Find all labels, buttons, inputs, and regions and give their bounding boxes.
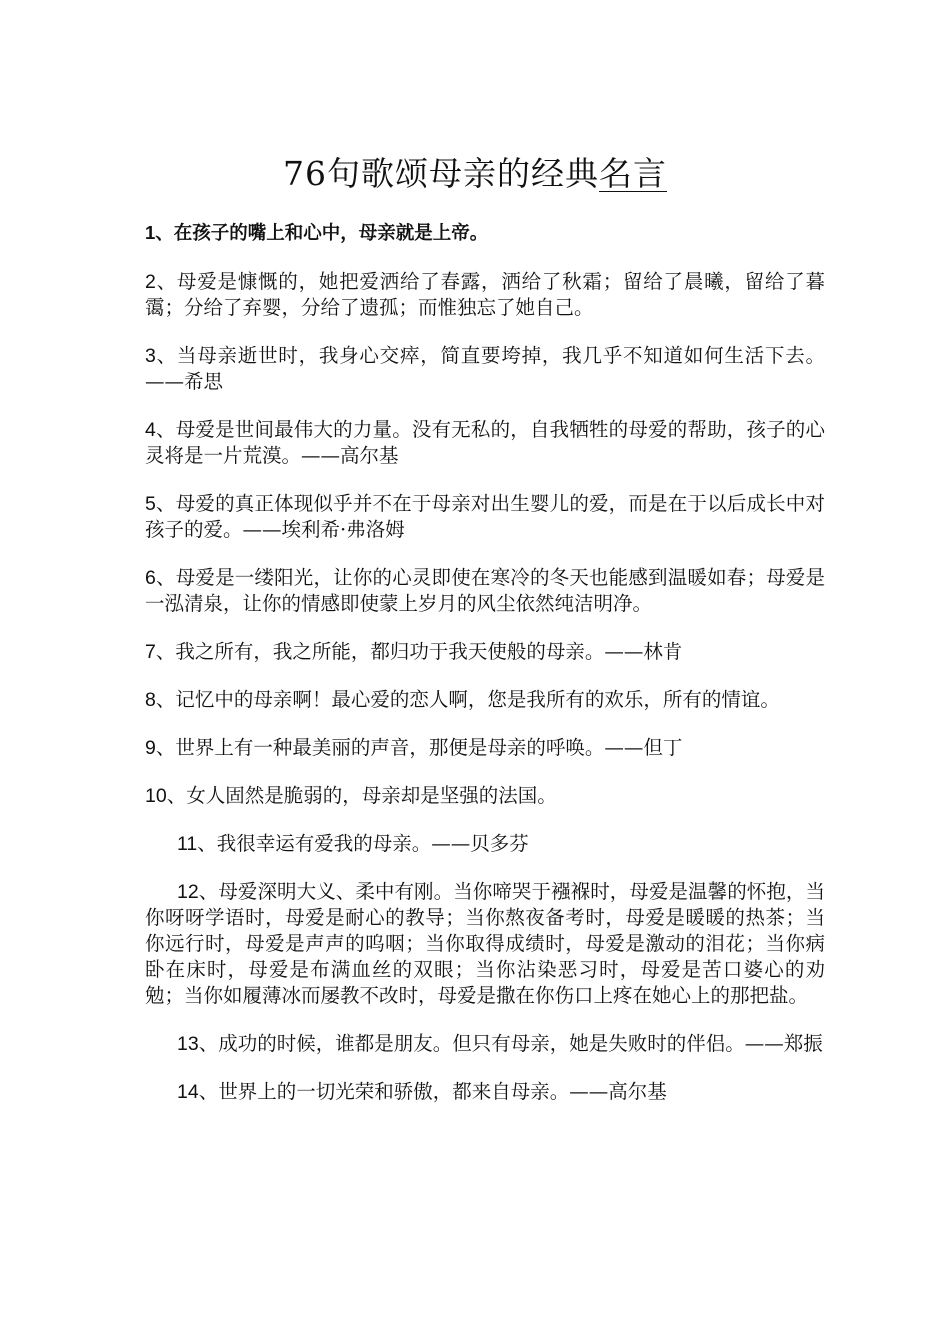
quote-number: 5 bbox=[145, 493, 156, 515]
quote-text: 、世界上的一切光荣和骄傲，都来自母亲。——高尔基 bbox=[198, 1080, 667, 1103]
quote-item bbox=[145, 220, 825, 247]
quote-item bbox=[145, 491, 825, 543]
quote-item bbox=[145, 565, 825, 617]
quote-item bbox=[145, 1031, 825, 1057]
quote-text: 、我很幸运有爱我的母亲。——贝多芬 bbox=[197, 832, 529, 855]
quote-text: 、记忆中的母亲啊！最心爱的恋人啊，您是我所有的欢乐，所有的情谊。 bbox=[155, 688, 780, 711]
quote-number: 12 bbox=[177, 881, 199, 903]
quote-number: 6 bbox=[145, 567, 156, 589]
quote-item bbox=[145, 783, 825, 809]
quote-text: 、世界上有一种最美丽的声音，那便是母亲的呼唤。——但丁 bbox=[155, 736, 683, 759]
quote-number: 13 bbox=[177, 1033, 199, 1055]
quote-text: 、成功的时候，谁都是朋友。但只有母亲，她是失败时的伴侣。——郑振 bbox=[198, 1032, 823, 1055]
quote-item bbox=[145, 687, 825, 713]
quote-text: 、在孩子的嘴上和心中，母亲就是上帝。 bbox=[155, 223, 489, 244]
quote-number: 14 bbox=[177, 1081, 199, 1103]
quote-text: 、我之所有，我之所能，都归功于我天使般的母亲。——林肯 bbox=[155, 640, 683, 663]
quote-item bbox=[145, 831, 825, 857]
quote-number: 7 bbox=[145, 641, 156, 663]
quote-text: 、母爱是慷慨的，她把爱洒给了春露，洒给了秋霜；留给了晨曦，留给了暮霭；分给了弃婴，分给了遗孤；而惟独忘了她自己。 bbox=[145, 270, 825, 319]
quote-number: 4 bbox=[145, 419, 156, 441]
quote-text: 、母爱是世间最伟大的力量。没有无私的，自我牺牲的母爱的帮助，孩子的心灵将是一片荒漠。——高尔基 bbox=[145, 418, 825, 467]
quote-text: 、母爱是一缕阳光，让你的心灵即使在寒冷的冬天也能感到温暖如春；母爱是一泓清泉，让你的情感即使蒙上岁月的风尘依然纯洁明净。 bbox=[145, 566, 825, 615]
quote-item bbox=[145, 269, 825, 321]
quote-item bbox=[145, 639, 825, 665]
quote-number: 9 bbox=[145, 737, 156, 759]
quote-number: 1 bbox=[145, 222, 156, 243]
quote-text: 、母爱深明大义、柔中有刚。当你啼哭于襁褓时，母爱是温馨的怀抱，当你呀呀学语时，母爱是耐心的教导；当你熬夜备考时，母爱是暖暖的热茶；当你远行时，母爱是声声的呜咽；当你取得成绩时，母爱是激动的泪花；当你病卧在床时，母爱是布满血丝的双眼；当你沾染恶习时，母爱是苦口婆心的劝勉；当你如履薄冰而屡教不改时，母爱是撒在你伤口上疼在她心上的那把盐。 bbox=[145, 880, 825, 1007]
quote-item bbox=[145, 735, 825, 761]
quote-number: 2 bbox=[145, 271, 156, 293]
title-main: 76句歌颂母亲的经典 bbox=[283, 154, 599, 193]
quote-text: 、女人固然是脆弱的，母亲却是坚强的法国。 bbox=[166, 784, 557, 807]
quote-number: 8 bbox=[145, 689, 156, 711]
quote-item bbox=[145, 1079, 825, 1105]
quote-number: 11 bbox=[177, 833, 198, 855]
quote-list bbox=[145, 220, 825, 1127]
quote-number: 3 bbox=[145, 345, 156, 367]
quote-item bbox=[145, 417, 825, 469]
document-title bbox=[0, 150, 950, 198]
title-underlined: 名言 bbox=[599, 154, 667, 193]
quote-number: 10 bbox=[145, 785, 167, 807]
quote-item bbox=[145, 879, 825, 1009]
quote-text: 、母爱的真正体现似乎并不在于母亲对出生婴儿的爱，而是在于以后成长中对孩子的爱。——埃利希·弗洛姆 bbox=[145, 492, 825, 541]
quote-text: 、当母亲逝世时，我身心交瘁，简直要垮掉，我几乎不知道如何生活下去。——希思 bbox=[145, 344, 825, 393]
quote-item bbox=[145, 343, 825, 395]
